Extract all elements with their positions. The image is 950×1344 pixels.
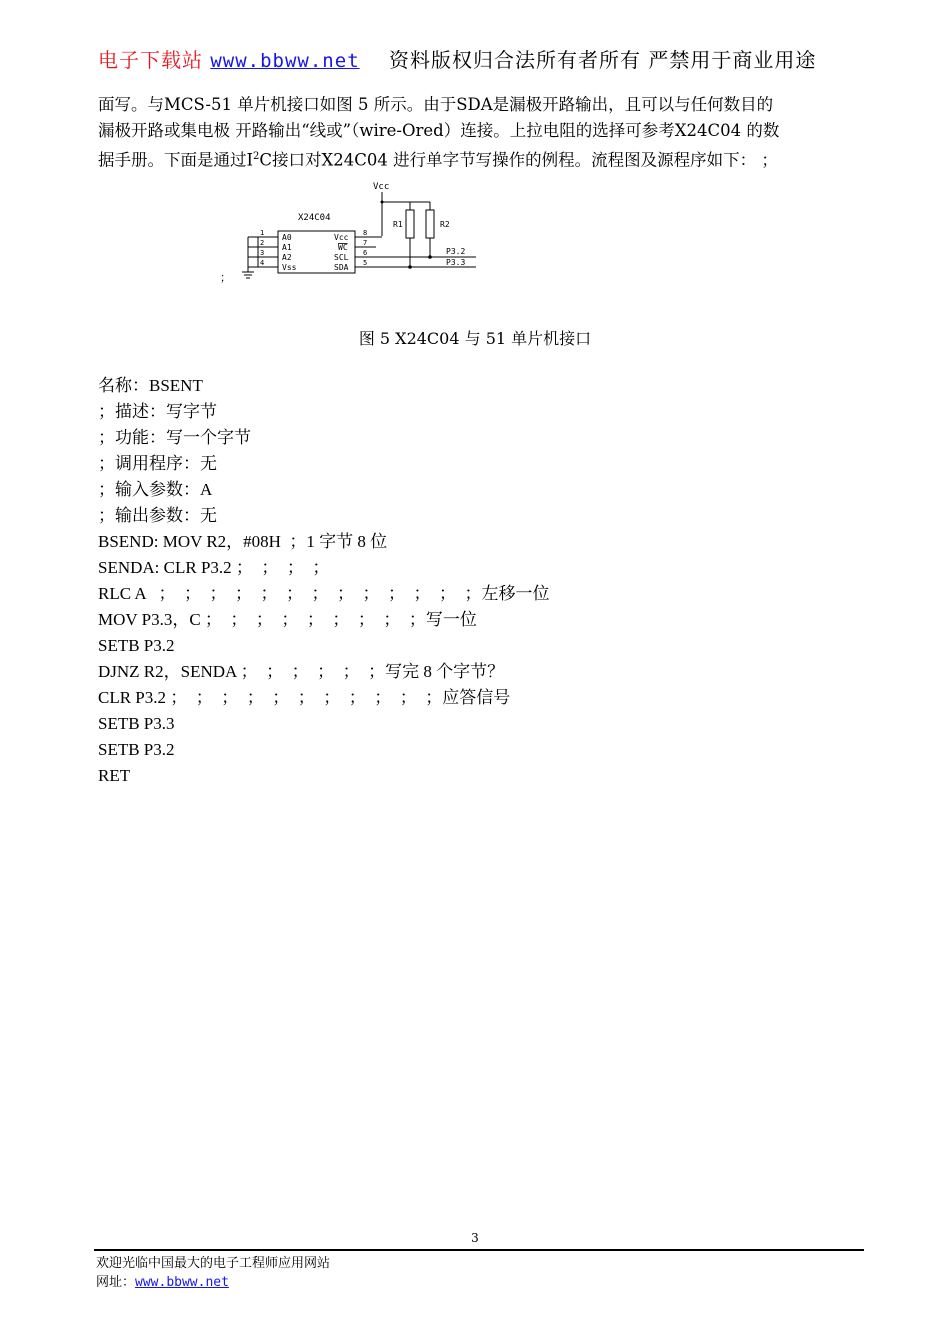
code-line: RET [98, 766, 131, 785]
x24c04-schematic [218, 178, 498, 283]
page-number: 3 [471, 1231, 479, 1245]
paragraph-line: 面写。与MCS-51 单片机接口如图 5 所示。由于SDA是漏极开路输出，且可以与任何数目的 [98, 95, 774, 114]
code-line: ；输出参数：无 [98, 506, 217, 525]
code-line: CLR P3.2 ； ； ； ； ； ； ； ； ； ； ；应答信号 [98, 688, 511, 707]
svg-text:WC: WC [338, 243, 348, 252]
site-name: 电子下载站 [98, 48, 203, 72]
code-line: BSEND: MOV R2，#08H ；1 字节 8 位 [98, 532, 388, 551]
code-line: SETB P3.2 [98, 740, 175, 759]
code-line: SETB P3.3 [98, 714, 175, 733]
footer-welcome: 欢迎光临中国最大的电子工程师应用网站 [96, 1256, 331, 1271]
paragraph-line: 据手册。下面是通过$I^2C$接口对X24C04 进行单字节写操作的例程。流程图及源程序如下： ； [98, 150, 778, 170]
p32-label: P3.2 [446, 247, 466, 256]
source-code [98, 373, 549, 789]
footer-url-link[interactable]: www.bbww.net [135, 1275, 229, 1290]
code-line: ；调用程序：无 [98, 454, 217, 473]
code-line: SENDA: CLR P3.2 ； ； ； ； [98, 558, 330, 577]
code-line: SETB P3.2 [98, 636, 175, 655]
r2-label: R2 [440, 220, 450, 229]
footer-divider [94, 1249, 864, 1251]
code-line: ；描述：写字节 [98, 402, 217, 421]
code-line: 名称：BSENT [98, 376, 203, 395]
resistor-r1 [406, 210, 414, 238]
svg-text:SDA: SDA [334, 263, 349, 272]
svg-text:4: 4 [260, 259, 265, 267]
svg-text:7: 7 [363, 239, 368, 247]
figure-marker: ； [220, 271, 231, 283]
code-line: ；功能：写一个字节 [98, 428, 251, 447]
code-line: MOV P3.3，C ； ； ； ； ； ； ； ； ；写一位 [98, 610, 477, 629]
chip-label: X24C04 [298, 213, 331, 223]
copyright-notice: 资料版权归合法所有者所有 严禁用于商业用途 [389, 48, 817, 72]
svg-text:1: 1 [260, 229, 265, 237]
code-line: ；输入参数：A [98, 480, 213, 499]
r1-label: R1 [393, 220, 403, 229]
svg-text:Vcc: Vcc [334, 233, 349, 242]
page-footer [96, 1254, 330, 1292]
code-line: RLC A ； ； ； ； ； ； ； ； ； ； ； ； ；左移一位 [98, 584, 550, 603]
svg-text:2: 2 [260, 239, 265, 247]
svg-text:A1: A1 [282, 243, 292, 252]
svg-text:3: 3 [260, 249, 265, 257]
vcc-label: Vcc [373, 182, 390, 192]
site-url-link[interactable]: www.bbww.net [210, 50, 360, 72]
svg-text:Vss: Vss [282, 263, 297, 272]
footer-url-label: 网址： [96, 1275, 136, 1290]
svg-text:SCL: SCL [334, 253, 349, 262]
footer-url-line [96, 1273, 330, 1292]
svg-text:A2: A2 [282, 253, 292, 262]
code-line: DJNZ R2，SENDA ； ； ； ； ； ；写完 8 个字节？ [98, 662, 505, 681]
page-header [98, 44, 858, 73]
svg-text:5: 5 [363, 259, 368, 267]
p33-label: P3.3 [446, 258, 466, 267]
intro-paragraph [98, 92, 864, 174]
circuit-figure [218, 178, 498, 283]
svg-text:6: 6 [363, 249, 368, 257]
figure-caption: 图 5 X24C04 与 51 单片机接口 [358, 329, 592, 348]
svg-text:A0: A0 [282, 233, 292, 242]
svg-text:8: 8 [363, 229, 368, 237]
resistor-r2 [426, 210, 434, 238]
paragraph-line: 漏极开路或集电极 开路输出“线或”（wire-Ored）连接。上拉电阻的选择可参考X24C04 的数 [98, 121, 780, 140]
